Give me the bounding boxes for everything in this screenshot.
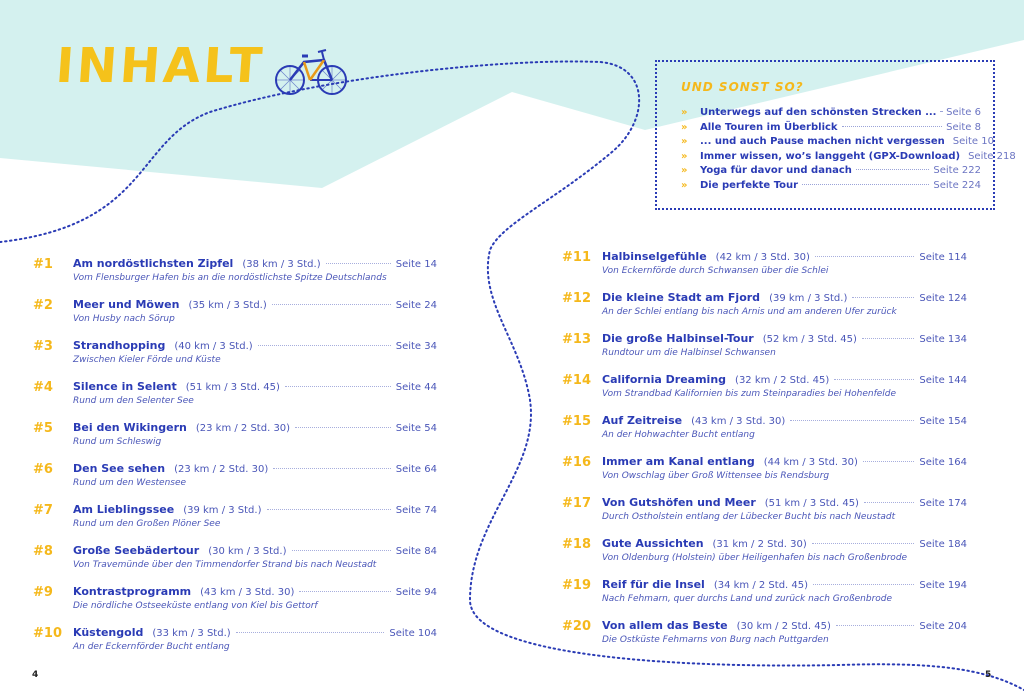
chevron-right-icon: » <box>681 179 688 191</box>
extras-item-page: Seite 6 <box>946 107 981 118</box>
tour-page: Seite 134 <box>919 334 967 345</box>
tour-name: Bei den Wikingern <box>73 421 187 434</box>
tour-subtitle: Nach Fehmarn, quer durchs Land und zurück nach Großenbrode <box>602 594 893 604</box>
tour-name: Große Seebädertour <box>73 544 200 557</box>
tour-entry[interactable] <box>562 250 967 276</box>
tour-subtitle: Von Travemünde über den Timmendorfer Strand bis nach Neustadt <box>73 560 377 570</box>
tour-details <box>73 544 437 570</box>
tour-distance: (51 km / 3 Std. 45) <box>185 382 280 393</box>
tour-distance: (42 km / 3 Std. 30) <box>715 252 810 263</box>
leader-dots <box>852 297 914 298</box>
tour-page: Seite 104 <box>389 628 437 639</box>
tour-page: Seite 124 <box>919 293 967 304</box>
tour-subtitle: Rund um den Großen Plöner See <box>73 519 221 529</box>
tour-page: Seite 114 <box>919 252 967 263</box>
tour-name: Am Lieblingssee <box>73 503 175 516</box>
extras-item-label: Die perfekte Tour <box>700 179 799 191</box>
tour-details <box>73 421 437 447</box>
tour-details <box>73 626 437 652</box>
tour-page: Seite 34 <box>395 341 437 352</box>
tour-distance: (33 km / 3 Std.) <box>152 628 231 639</box>
tour-entry[interactable] <box>33 298 437 324</box>
tour-page: Seite 204 <box>919 621 967 632</box>
tour-details <box>73 298 437 324</box>
tour-title-line <box>602 537 967 550</box>
tour-distance: (32 km / 2 Std. 45) <box>735 375 830 386</box>
tour-name: Am nordöstlichsten Zipfel <box>73 257 234 270</box>
tour-title-line <box>73 585 437 598</box>
leader-dots <box>815 256 914 257</box>
tour-number: #7 <box>33 503 53 518</box>
tour-subtitle: An der Schlei entlang bis nach Arnis und am anderen Ufer zurück <box>602 307 897 317</box>
leader-dots <box>862 338 914 339</box>
leader-dots <box>940 111 942 112</box>
leader-dots <box>863 461 914 462</box>
tour-number: #20 <box>562 619 591 634</box>
tour-number: #4 <box>33 380 53 395</box>
tour-page: Seite 54 <box>395 423 437 434</box>
tour-number: #9 <box>33 585 53 600</box>
tour-entry[interactable] <box>562 414 967 440</box>
tour-distance: (43 km / 3 Std. 30) <box>691 416 786 427</box>
tour-page: Seite 84 <box>395 546 437 557</box>
tour-title-line <box>602 619 967 632</box>
tour-entry[interactable] <box>33 585 437 611</box>
tour-page: Seite 94 <box>395 587 437 598</box>
tour-number: #13 <box>562 332 591 347</box>
bicycle-icon <box>272 44 352 100</box>
tour-distance: (30 km / 3 Std.) <box>208 546 287 557</box>
leader-dots <box>864 502 914 503</box>
tour-details <box>73 585 437 611</box>
tour-details <box>73 462 437 488</box>
tour-name: Gute Aussichten <box>602 537 704 550</box>
extras-item-page: Seite 10 <box>952 136 994 148</box>
tour-number: #6 <box>33 462 53 477</box>
tour-name: Die große Halbinsel-Tour <box>602 332 754 345</box>
tour-entry[interactable] <box>33 421 437 447</box>
tour-distance: (44 km / 3 Std. 30) <box>763 457 858 468</box>
tour-entry[interactable] <box>562 332 967 358</box>
tour-distance: (51 km / 3 Std. 45) <box>764 498 859 509</box>
leader-dots <box>292 550 391 551</box>
tour-title-line <box>73 339 437 352</box>
tour-number: #14 <box>562 373 591 388</box>
leader-dots <box>258 345 391 346</box>
leader-dots <box>273 468 390 469</box>
leader-dots <box>842 126 943 127</box>
tour-page: Seite 74 <box>395 505 437 516</box>
tour-page: Seite 164 <box>919 457 967 468</box>
tour-name: Die kleine Stadt am Fjord <box>602 291 761 304</box>
extras-item-label: Alle Touren im Überblick <box>700 121 838 133</box>
tour-page: Seite 144 <box>919 375 967 386</box>
extras-item-page: Seite 222 <box>933 165 981 177</box>
tour-number: #17 <box>562 496 591 511</box>
tour-entry[interactable] <box>33 462 437 488</box>
extras-list-item[interactable] <box>681 180 981 195</box>
extras-item-label: ... und auch Pause machen nicht vergessen <box>700 136 945 148</box>
extras-list-item[interactable] <box>681 122 981 137</box>
tour-entry[interactable] <box>562 373 967 399</box>
leader-dots <box>267 509 391 510</box>
tour-subtitle: Rund um Schleswig <box>73 437 162 447</box>
tour-entry[interactable] <box>33 544 437 570</box>
tour-number: #15 <box>562 414 591 429</box>
tour-title-line <box>73 626 437 639</box>
tour-details <box>602 291 967 317</box>
leader-dots <box>295 427 391 428</box>
tour-details <box>602 414 967 440</box>
tour-title-line <box>73 380 437 393</box>
tour-page: Seite 194 <box>919 580 967 591</box>
tour-title-line <box>602 496 967 509</box>
tour-number: #3 <box>33 339 53 354</box>
tour-details <box>73 339 437 365</box>
tour-number: #12 <box>562 291 591 306</box>
tour-subtitle: Durch Ostholstein entlang der Lübecker Bucht bis nach Neustadt <box>602 512 896 522</box>
tour-details <box>602 578 967 604</box>
tour-distance: (39 km / 3 Std.) <box>183 505 262 516</box>
tour-details <box>73 380 437 406</box>
tour-details <box>602 619 967 645</box>
tour-title-line <box>73 503 437 516</box>
tour-subtitle: Rund um den Westensee <box>73 478 187 488</box>
tour-title-line <box>602 373 967 386</box>
tour-page: Seite 64 <box>395 464 437 475</box>
tour-subtitle: An der Hohwachter Bucht entlang <box>602 430 755 440</box>
tour-title-line <box>73 421 437 434</box>
tour-details <box>73 503 437 529</box>
tour-number: #10 <box>33 626 62 641</box>
tour-title-line <box>602 578 967 591</box>
tour-number: #5 <box>33 421 53 436</box>
extras-item-label: Immer wissen, wo’s langgeht (GPX-Download) <box>700 150 961 162</box>
tour-subtitle: Die nördliche Ostseeküste entlang von Kiel bis Gettorf <box>73 601 318 611</box>
tour-subtitle: Von Owschlag über Groß Wittensee bis Rendsburg <box>602 471 830 481</box>
tour-distance: (31 km / 2 Std. 30) <box>712 539 807 550</box>
tour-number: #11 <box>562 250 591 265</box>
leader-dots <box>285 386 391 387</box>
extras-box-title: UND SONST SO? <box>681 80 804 94</box>
leader-dots <box>812 543 915 544</box>
tour-subtitle: Vom Flensburger Hafen bis an die nordöstlichste Spitze Deutschlands <box>73 273 387 283</box>
tour-title-line <box>73 257 437 270</box>
tour-title-line <box>602 250 967 263</box>
tour-entry[interactable] <box>33 257 437 283</box>
tour-subtitle: Die Ostküste Fehmarns von Burg nach Puttgarden <box>602 635 829 645</box>
tour-name: Den See sehen <box>73 462 166 475</box>
tour-page: Seite 174 <box>919 498 967 509</box>
tour-distance: (30 km / 2 Std. 45) <box>736 621 831 632</box>
tour-distance: (43 km / 3 Std. 30) <box>200 587 295 598</box>
tour-entry[interactable] <box>33 380 437 406</box>
tour-details <box>602 537 967 563</box>
tour-subtitle: Von Oldenburg (Holstein) über Heiligenhafen bis nach Großenbrode <box>602 553 908 563</box>
tour-name: Meer und Möwen <box>73 298 180 311</box>
chevron-right-icon: » <box>681 121 688 133</box>
tour-name: Von Gutshöfen und Meer <box>602 496 756 509</box>
tour-name: Küstengold <box>73 626 144 639</box>
tour-page: Seite 24 <box>395 300 437 311</box>
leader-dots <box>802 184 929 185</box>
tour-title-line <box>602 332 967 345</box>
tour-distance: (35 km / 3 Std.) <box>188 300 267 311</box>
tour-distance: (23 km / 2 Std. 30) <box>195 423 291 434</box>
tour-details <box>602 455 967 481</box>
tour-number: #16 <box>562 455 591 470</box>
tour-name: Von allem das Beste <box>602 619 728 632</box>
tour-entry[interactable] <box>562 578 967 604</box>
tour-distance: (40 km / 3 Std.) <box>174 341 253 352</box>
tour-page: Seite 14 <box>395 259 437 270</box>
chevron-right-icon: » <box>681 150 688 162</box>
page-title: INHALT <box>54 38 267 94</box>
tour-subtitle: Rundtour um die Halbinsel Schwansen <box>602 348 776 358</box>
tour-entry[interactable] <box>33 626 437 652</box>
tour-name: Kontrastprogramm <box>73 585 192 598</box>
extras-list-item[interactable] <box>681 165 981 180</box>
tour-name: Auf Zeitreise <box>602 414 683 427</box>
tour-subtitle: Rund um den Selenter See <box>73 396 194 406</box>
leader-dots <box>836 625 915 626</box>
tour-distance: (38 km / 3 Std.) <box>242 259 321 270</box>
leader-dots <box>834 379 914 380</box>
tour-title-line <box>73 544 437 557</box>
tour-number: #18 <box>562 537 591 552</box>
tour-entry[interactable] <box>562 619 967 645</box>
extras-item-label: Unterwegs auf den schönsten Strecken ... <box>700 107 937 118</box>
tour-subtitle: Vom Strandbad Kalifornien bis zum Steinparadies bei Hohenfelde <box>602 389 897 399</box>
tour-entry[interactable] <box>562 496 967 522</box>
tour-page: Seite 154 <box>919 416 967 427</box>
tour-entry[interactable] <box>562 455 967 481</box>
leader-dots <box>790 420 914 421</box>
tour-entry[interactable] <box>562 537 967 563</box>
mint-area-left <box>0 0 512 188</box>
chevron-right-icon: » <box>681 107 688 118</box>
page-number-left: 4 <box>32 670 39 680</box>
tour-name: Silence in Selent <box>73 380 177 393</box>
extras-list-item[interactable] <box>681 136 994 151</box>
tour-distance: (34 km / 2 Std. 45) <box>713 580 809 591</box>
tour-name: Strandhopping <box>73 339 166 352</box>
extras-item-page: Seite 8 <box>946 121 981 133</box>
tour-name: Reif für die Insel <box>602 578 705 591</box>
tour-details <box>602 496 967 522</box>
tour-name: Halbinselgefühle <box>602 250 707 263</box>
extras-item-page: Seite 224 <box>933 179 981 191</box>
extras-list-item[interactable] <box>681 107 981 122</box>
tour-details <box>602 373 967 399</box>
tour-entry[interactable] <box>33 339 437 365</box>
tour-details <box>602 250 967 276</box>
leader-dots <box>813 584 914 585</box>
tour-page: Seite 44 <box>395 382 437 393</box>
leader-dots <box>326 263 391 264</box>
tour-number: #8 <box>33 544 53 559</box>
chevron-right-icon: » <box>681 136 688 148</box>
extras-item-page: Seite 218 <box>968 150 1016 162</box>
tour-subtitle: Von Eckernförde durch Schwansen über die Schlei <box>602 266 829 276</box>
tour-details <box>602 332 967 358</box>
tour-title-line <box>73 298 437 311</box>
extras-item-label: Yoga für davor und danach <box>700 165 852 177</box>
tour-subtitle: Zwischen Kieler Förde und Küste <box>73 355 221 365</box>
leader-dots <box>236 632 385 633</box>
tour-name: California Dreaming <box>602 373 727 386</box>
tour-distance: (23 km / 2 Std. 30) <box>174 464 269 475</box>
tour-distance: (39 km / 3 Std.) <box>769 293 848 304</box>
leader-dots <box>272 304 391 305</box>
chevron-right-icon: » <box>681 165 688 177</box>
tour-title-line <box>602 291 967 304</box>
page-number-right: 5 <box>985 670 992 680</box>
leader-dots <box>856 169 930 170</box>
tour-number: #1 <box>33 257 53 272</box>
tour-entry[interactable] <box>33 503 437 529</box>
tour-subtitle: Von Husby nach Sörup <box>73 314 175 324</box>
extras-list <box>681 107 1016 195</box>
tour-page: Seite 184 <box>919 539 967 550</box>
tour-title-line <box>602 414 967 427</box>
extras-box <box>655 60 1016 210</box>
tour-title-line <box>73 462 437 475</box>
tour-entry[interactable] <box>562 291 967 317</box>
tour-title-line <box>602 455 967 468</box>
tour-number: #19 <box>562 578 591 593</box>
extras-list-item[interactable] <box>681 150 1016 166</box>
tour-number: #2 <box>33 298 53 313</box>
tour-details <box>73 257 437 283</box>
tour-distance: (52 km / 3 Std. 45) <box>762 334 857 345</box>
leader-dots <box>299 591 390 592</box>
tour-name: Immer am Kanal entlang <box>602 455 755 468</box>
tour-subtitle: An der Eckernförder Bucht entlang <box>73 642 230 652</box>
